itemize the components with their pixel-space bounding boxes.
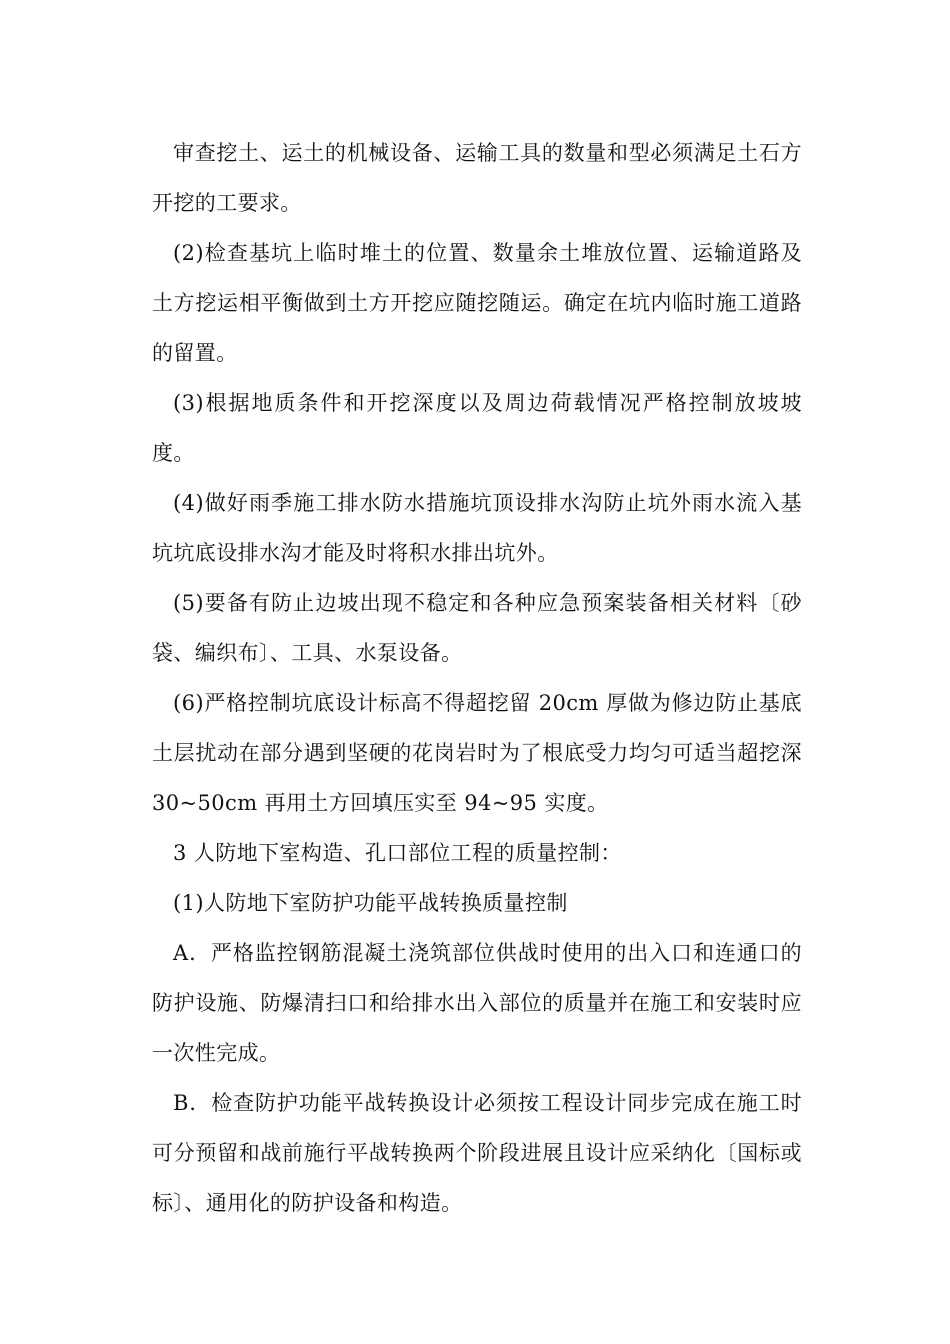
paragraph-excavation-equipment: 审查挖土、运土的机械设备、运输工具的数量和型必须满足土石方开挖的工要求。 — [152, 141, 802, 215]
paragraph-item-a: A．严格监控钢筋混凝土浇筑部位供战时使用的出入口和连通口的防护设施、防爆清扫口和给排水出入部位的质量并在施工和安装时应一次性完成。 — [152, 941, 802, 1065]
subsection-heading-1: (1)人防地下室防护功能平战转换质量控制 — [173, 891, 568, 915]
section-heading-3: 3 人防地下室构造、孔口部位工程的质量控制： — [173, 841, 622, 865]
paragraph-item-6: (6)严格控制坑底设计标高不得超挖留 20cm 厚做为修边防止基底土层扰动在部分遇到坚硬的花岗岩时为了根底受力均匀可适当超挖深 30~50cm 再用土方回填压实至 94~95 实度。 — [152, 691, 802, 815]
paragraph-item-5: (5)要备有防止边坡出现不稳定和各种应急预案装备相关材料〔砂袋、编织布〕、工具、水泵设备。 — [152, 591, 802, 665]
paragraph-item-4: (4)做好雨季施工排水防水措施坑顶设排水沟防止坑外雨水流入基坑坑底设排水沟才能及时将积水排出坑外。 — [152, 491, 802, 565]
paragraph-item-b: B．检查防护功能平战转换设计必须按工程设计同步完成在施工时可分预留和战前施行平战转换两个阶段进展且设计应采纳化〔国标或标〕、通用化的防护设备和构造。 — [152, 1091, 802, 1215]
document-body — [152, 128, 802, 1228]
paragraph-item-2: (2)检查基坑上临时堆土的位置、数量余土堆放位置、运输道路及土方挖运相平衡做到土方开挖应随挖随运。确定在坑内临时施工道路的留置。 — [152, 241, 802, 365]
paragraph-item-3: (3)根据地质条件和开挖深度以及周边荷载情况严格控制放坡坡度。 — [152, 391, 802, 465]
